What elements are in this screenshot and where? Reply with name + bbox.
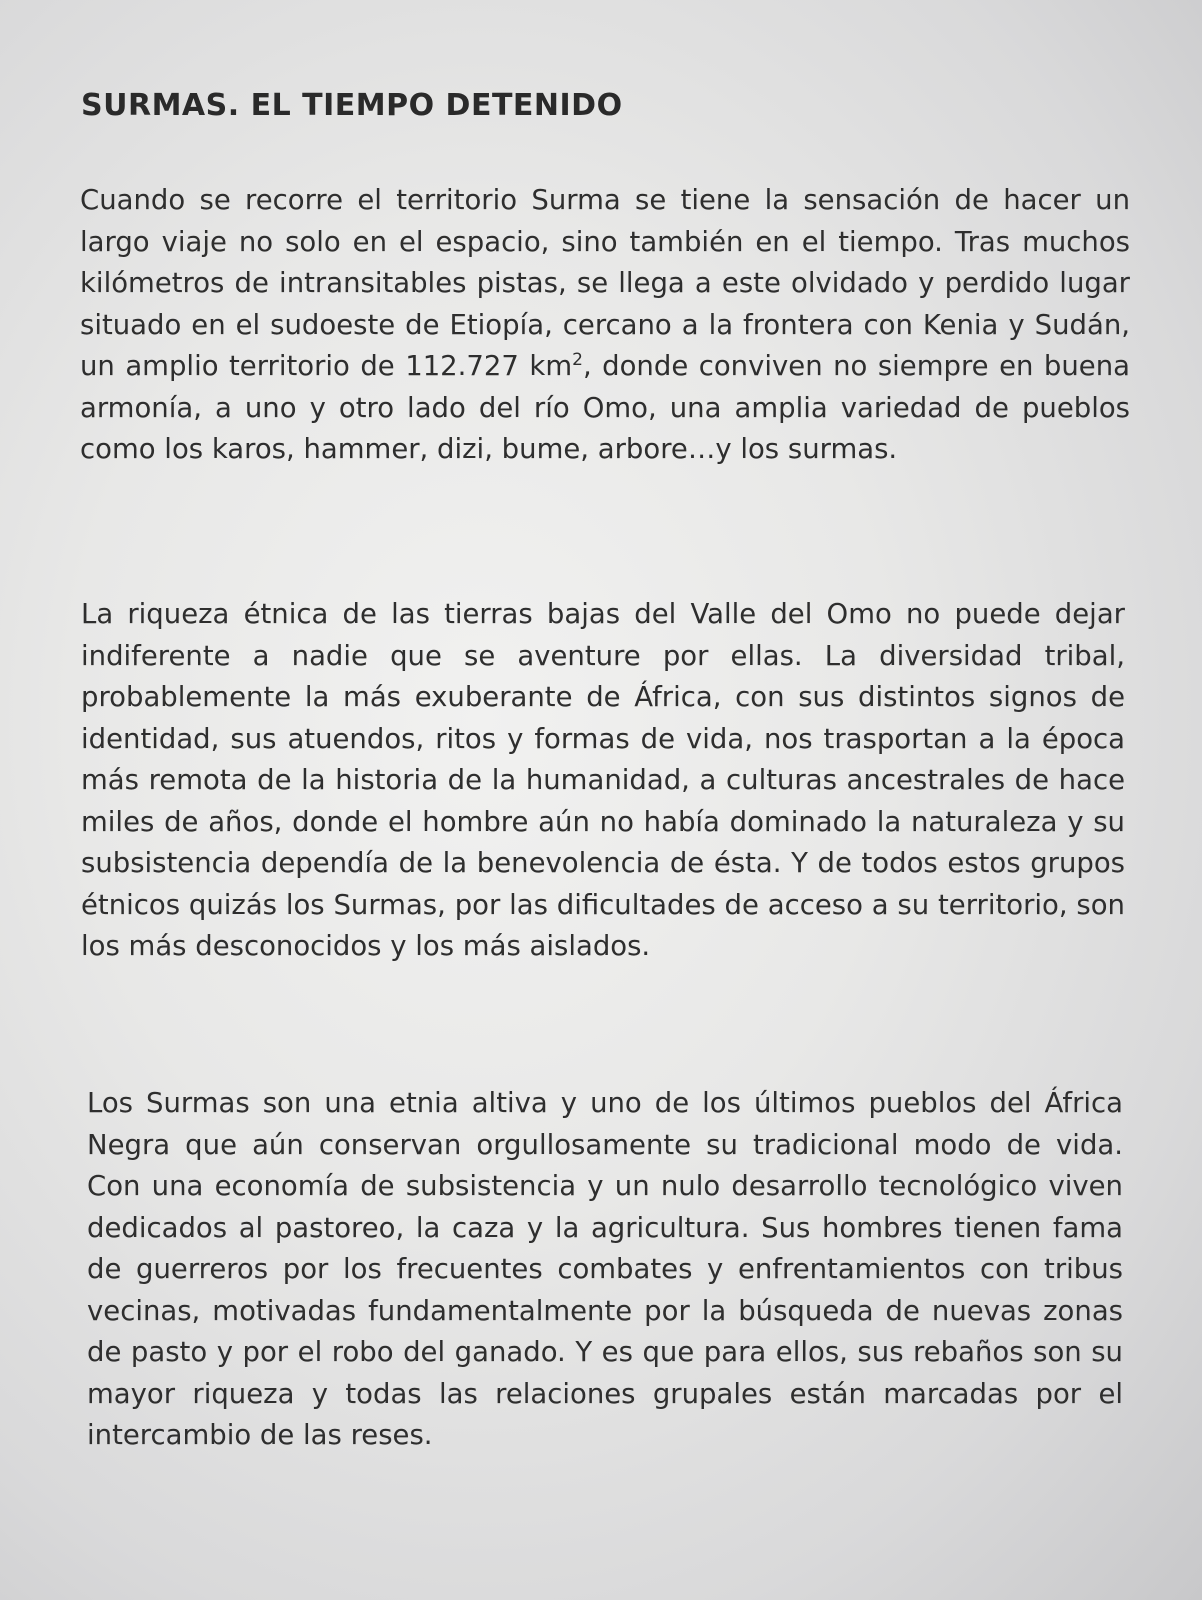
superscript-2: 2	[572, 349, 583, 370]
page-title: SURMAS. EL TIEMPO DETENIDO	[81, 88, 623, 123]
paragraph-1	[80, 180, 1130, 471]
paragraph-1-text: Cuando se recorre el territorio Surma se tiene la sensación de hacer un largo viaje no solo en el espacio, sino también en el tiempo. Tras muchos kilómetros de intransitables pistas, se llega a este olvidado y perdido lugar situado en el sudoeste de Etiopía, cercano a la frontera con Kenia y Sudán, un amplio territorio de 112.727 km	[80, 184, 1130, 382]
paragraph-2: La riqueza étnica de las tierras bajas del Valle del Omo no puede dejar indiferente a nadie que se aventure por ellas. La diversidad tribal, probablemente la más exuberante de África, con sus distintos signos de identidad, sus atuendos, ritos y formas de vida, nos trasportan a la época más remota de la historia de la humanidad, a culturas ancestrales de hace miles de años, donde el hombre aún no había dominado la naturaleza y su subsistencia dependía de la benevolencia de ésta. Y de todos estos grupos étnicos quizás los Surmas, por las dificultades de acceso a su territorio, son los más desconocidos y los más aislados.	[81, 598, 1125, 962]
paragraph-3: Los Surmas son una etnia altiva y uno de los últimos pueblos del África Negra que aún conservan orgullosamente su tradicional modo de vida. Con una economía de subsistencia y un nulo desarrollo tecnológico viven dedicados al pastoreo, la caza y la agricultura. Sus hombres tienen fama de guerreros por los frecuentes combates y enfrentamientos con tribus vecinas, motivadas fundamentalmente por la búsqueda de nuevas zonas de pasto y por el robo del ganado. Y es que para ellos, sus rebaños son su mayor riqueza y todas las relaciones grupales están marcadas por el intercambio de las reses.	[87, 1087, 1123, 1451]
paragraph-1-text-end: , donde conviven no siempre en buena armonía, a uno y otro lado del río Omo, una amplia variedad de pueblos como los karos, hammer, dizi, bume, arbore…y los surmas.	[80, 350, 1130, 465]
